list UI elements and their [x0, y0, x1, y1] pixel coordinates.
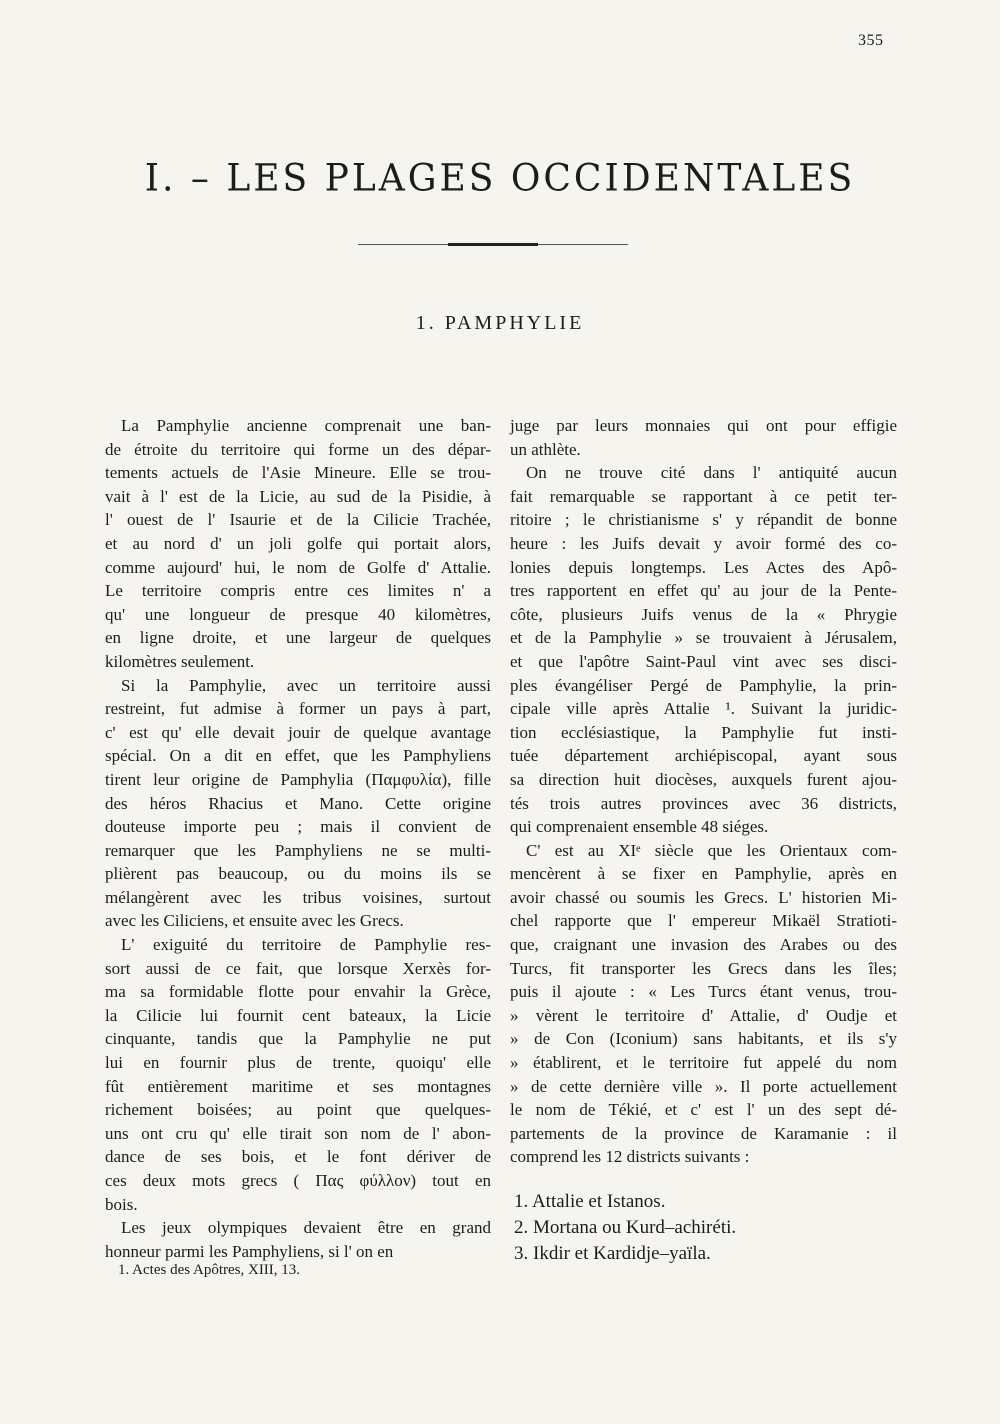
text-line: partements de la province de Karamanie : il [510, 1123, 897, 1143]
text-line: un athlète. [510, 439, 581, 459]
text-line: c' est qu' elle devait jouir de quelque avantage [105, 722, 491, 742]
text-line: comprend les 12 districts suivants : [510, 1147, 750, 1167]
text-line: cinquante, tandis que la Pamphylie ne put [105, 1029, 491, 1049]
text-line: restreint, fut admise à former un pays à part, [105, 699, 491, 719]
text-line: sa direction huit diocèses, auxquels furent ajou- [510, 769, 897, 789]
text-line: et que l'apôtre Saint-Paul vint avec ses disci- [510, 651, 897, 671]
text-line: heure : les Juifs devait y avoir formé des co- [510, 533, 897, 553]
text-line: Le territoire compris entre ces limites n' a [105, 581, 491, 601]
district-list [510, 1189, 897, 1267]
text-line: spécial. On a dit en effet, que les Pamphyliens [105, 746, 491, 766]
text-line: mélangèrent avec les tribus voisines, surtout [105, 887, 491, 907]
text-line: ritoire ; le christianisme s' y répandit de bonne [510, 510, 897, 530]
text-line: » établirent, et le territoire fut appelé du nom [510, 1053, 897, 1073]
text-line: mencèrent à se fixer en Pamphylie, après en [510, 864, 897, 884]
text-line: de étroite du territoire qui forme un des dépar- [105, 439, 491, 459]
text-line: Les jeux olympiques devaient être en grand [121, 1218, 491, 1238]
text-line: » vèrent le territoire d' Attalie, d' Oudje et [510, 1005, 897, 1025]
text-line: uns ont cru qu' elle tirait son nom de l' abon- [105, 1123, 491, 1143]
text-line: ples évangéliser Pergé de Pamphylie, la prin- [510, 675, 897, 695]
text-line: » de Con (Iconium) sans habitants, et ils s'y [510, 1029, 897, 1049]
text-line: avec les Ciliciens, et ensuite avec les Grecs. [105, 911, 404, 931]
text-line: des héros Rhacius et Mano. Cette origine [105, 793, 491, 813]
text-line: On ne trouve cité dans l' antiquité aucun [526, 463, 897, 483]
chapter-title: I. – LES PLAGES OCCIDENTALES [144, 156, 856, 201]
text-line: tés trois autres provinces avec 36 districts, [510, 793, 897, 813]
text-line: La Pamphylie ancienne comprenait une ban- [121, 416, 491, 435]
text-line: le nom de Tékié, et c' est l' un des sept dé- [510, 1100, 897, 1120]
paragraph [105, 1216, 491, 1263]
section-heading: 1. PAMPHYLIE [415, 312, 585, 334]
text-line: l' ouest de l' Isaurie et de la Cilicie Trachée, [105, 510, 491, 530]
text-line: cipale ville après Attalie ¹. Suivant la juridic- [510, 699, 897, 719]
text-line: plièrent pas beaucoup, ou du moins ils se [105, 864, 491, 884]
text-line: Turcs, fit transporter les Grecs dans les îles; [510, 958, 897, 978]
text-line: vait à l' est de la Licie, au sud de la Pisidie, à [105, 486, 491, 506]
text-line: richement boisées; au point que quelques- [105, 1100, 491, 1120]
title-rule-accent [448, 243, 538, 246]
district-item: 2. Mortana ou Kurd–achiréti. [514, 1217, 737, 1238]
text-line: tuée département archiépiscopal, ayant sous [510, 746, 897, 766]
district-item: 3. Ikdir et Kardidje–yaïla. [514, 1243, 711, 1264]
text-line: lonies depuis longtemps. Les Actes des Apô- [510, 557, 897, 577]
text-line: tements actuels de l'Asie Mineure. Elle se trou- [105, 463, 491, 483]
text-line: tirent leur origine de Pamphylia (Παμφυλία), fille [105, 769, 491, 789]
text-line: tres rapportent en effet qu' au jour de la Pente- [510, 581, 897, 601]
text-line: chel rapporte que l' empereur Mikaël Stratioti- [510, 911, 897, 931]
text-line: côte, plusieurs Juifs venus de la « Phrygie [510, 604, 897, 624]
text-line: ces deux mots grecs ( Πας φύλλον) tout en [105, 1171, 491, 1190]
district-item: 1. Attalie et Istanos. [514, 1191, 666, 1212]
text-line: remarquer que les Pamphyliens ne se multi- [105, 840, 491, 860]
text-line: qui comprenaient ensemble 48 siéges. [510, 817, 769, 837]
text-line: ma sa formidable flotte pour envahir la Grèce, [105, 982, 491, 1002]
text-line: fait remarquable se rapportant à ce petit ter- [510, 486, 897, 506]
footnote: 1. Actes des Apôtres, XIII, 13. [118, 1262, 301, 1278]
text-line: juge par leurs monnaies qui ont pour effigie [510, 416, 897, 435]
text-line: douteuse importe peu ; mais il convient de [105, 817, 491, 837]
text-line: tion ecclésiastique, la Pamphylie fut insti- [510, 722, 897, 742]
text-line: que, craignant une invasion des Arabes ou des [510, 935, 897, 955]
paragraph [105, 414, 491, 674]
text-line: avoir chassé ou soumis les Grecs. L' historien Mi- [510, 887, 897, 907]
text-line: L' exiguité du territoire de Pamphylie res- [121, 935, 491, 955]
text-line: Si la Pamphylie, avec un territoire aussi [121, 675, 491, 695]
text-line: honneur parmi les Pamphyliens, si l' on en [105, 1241, 394, 1261]
text-line: C' est au XIᵉ siècle que les Orientaux com- [526, 840, 897, 860]
page-number: 355 [858, 32, 884, 49]
paragraph [510, 414, 897, 461]
text-line: kilomètres seulement. [105, 651, 255, 671]
text-line: sort aussi de ce fait, que lorsque Xerxès for- [105, 958, 491, 978]
paragraph [510, 839, 897, 1169]
text-line: la Cilicie lui fournit cent bateaux, la Licie [105, 1005, 491, 1025]
right-column [510, 414, 897, 1267]
text-line: fût entièrement maritime et ses montagnes [105, 1076, 491, 1096]
text-line: comme aujourd' hui, le nom de Golfe d' Attalie. [105, 557, 491, 577]
paragraph [105, 674, 491, 934]
text-line: lui en fournir plus de trente, quoiqu' elle [105, 1053, 491, 1073]
left-column [105, 414, 491, 1263]
text-line: et au nord d' un joli golfe qui portait alors, [105, 533, 491, 553]
paragraph [510, 461, 897, 839]
text-line: en ligne droite, et une largeur de quelques [105, 628, 491, 648]
text-line: puis il ajoute : « Les Turcs étant venus, trou- [510, 982, 897, 1002]
text-line: bois. [105, 1194, 138, 1214]
text-line: qu' une longueur de presque 40 kilomètres, [105, 604, 491, 624]
text-line: » de cette dernière ville ». Il porte actuellement [510, 1076, 897, 1096]
paragraph [105, 933, 491, 1216]
text-line: dance de ses bois, et le font dériver de [105, 1147, 491, 1167]
text-line: et de la Pamphylie » se trouvaient à Jérusalem, [510, 628, 897, 648]
